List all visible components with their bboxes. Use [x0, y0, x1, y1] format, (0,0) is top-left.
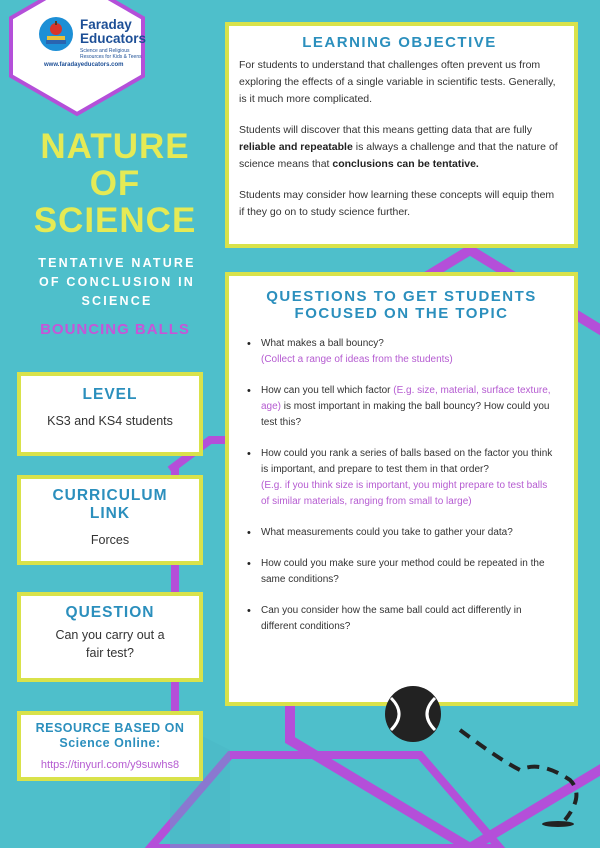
- list-item: • How could you make sure your method could be repeated in the same conditions?: [247, 556, 556, 588]
- dashed-bounce-trail: [440, 720, 600, 830]
- list-item: • Can you consider how the same ball could act differently in different conditions?: [247, 603, 556, 635]
- questions-panel: [225, 272, 578, 706]
- list-item: • What measurements could you take to gather your data?: [247, 525, 556, 541]
- learning-objective-panel: [225, 22, 578, 248]
- questions-list: [247, 336, 556, 635]
- topic-label: BOUNCING BALLS: [40, 321, 190, 338]
- objective-paragraph-2: Students will discover that this means getting data that are fully reliable and repeatable is always a challenge and that the nature of science means that conclusions can be tentative.: [239, 124, 558, 170]
- learning-objective-heading: LEARNING OBJECTIVE: [302, 34, 497, 51]
- apple-books-icon: [38, 16, 74, 54]
- tennis-ball-icon: [383, 684, 443, 744]
- resource-box: [17, 711, 203, 781]
- question-heading: QUESTION: [65, 604, 155, 621]
- resource-heading: RESOURCE BASED ON Science Online:: [35, 721, 185, 750]
- curriculum-text: Forces: [90, 533, 130, 547]
- logo-name: Faraday Educators: [80, 17, 147, 46]
- objective-paragraph-1: For students to understand that challenges often prevent us from exploring the effects of a single variable in scientific tests. Generally, is it much more complicated.: [239, 59, 556, 105]
- logo-tagline: Science and Religious Resources for Kids & Teens: [80, 48, 142, 60]
- level-heading: LEVEL: [82, 386, 138, 403]
- curriculum-box: [17, 475, 203, 565]
- question-text: Can you carry out a fair test?: [55, 628, 165, 660]
- page-title: NATURE OF SCIENCE: [33, 127, 197, 240]
- objective-paragraph-3: Students may consider how learning these concepts will equip them if they go on to study science further.: [239, 189, 555, 218]
- level-text: KS3 and KS4 students: [47, 414, 173, 428]
- page-subtitle: TENTATIVE NATURE OF CONCLUSION IN SCIENCE: [38, 256, 196, 308]
- logo-url: www.faradayeducators.com: [44, 62, 124, 68]
- list-item: • What makes a ball bouncy? (Collect a range of ideas from the students): [247, 336, 556, 368]
- questions-heading: QUESTIONS TO GET STUDENTS FOCUSED ON THE TOPIC: [266, 288, 537, 322]
- list-item: • How can you tell which factor (E.g. size, material, surface texture, age) is most important in making the ball bouncy? How could you test this?: [247, 383, 556, 431]
- faraday-educators-logo[interactable]: [8, 0, 146, 98]
- level-box: [17, 372, 203, 456]
- list-item: • How could you rank a series of balls based on the factor you think is important, and prepare to test them in that order? (E.g. if you think size is important, you might prepare to test balls of similar materials, ranging from small to large): [247, 446, 556, 510]
- curriculum-heading: CURRICULUM LINK: [52, 487, 168, 522]
- resource-link[interactable]: https://tinyurl.com/y9suwhs8: [40, 759, 180, 771]
- question-box: [17, 592, 203, 682]
